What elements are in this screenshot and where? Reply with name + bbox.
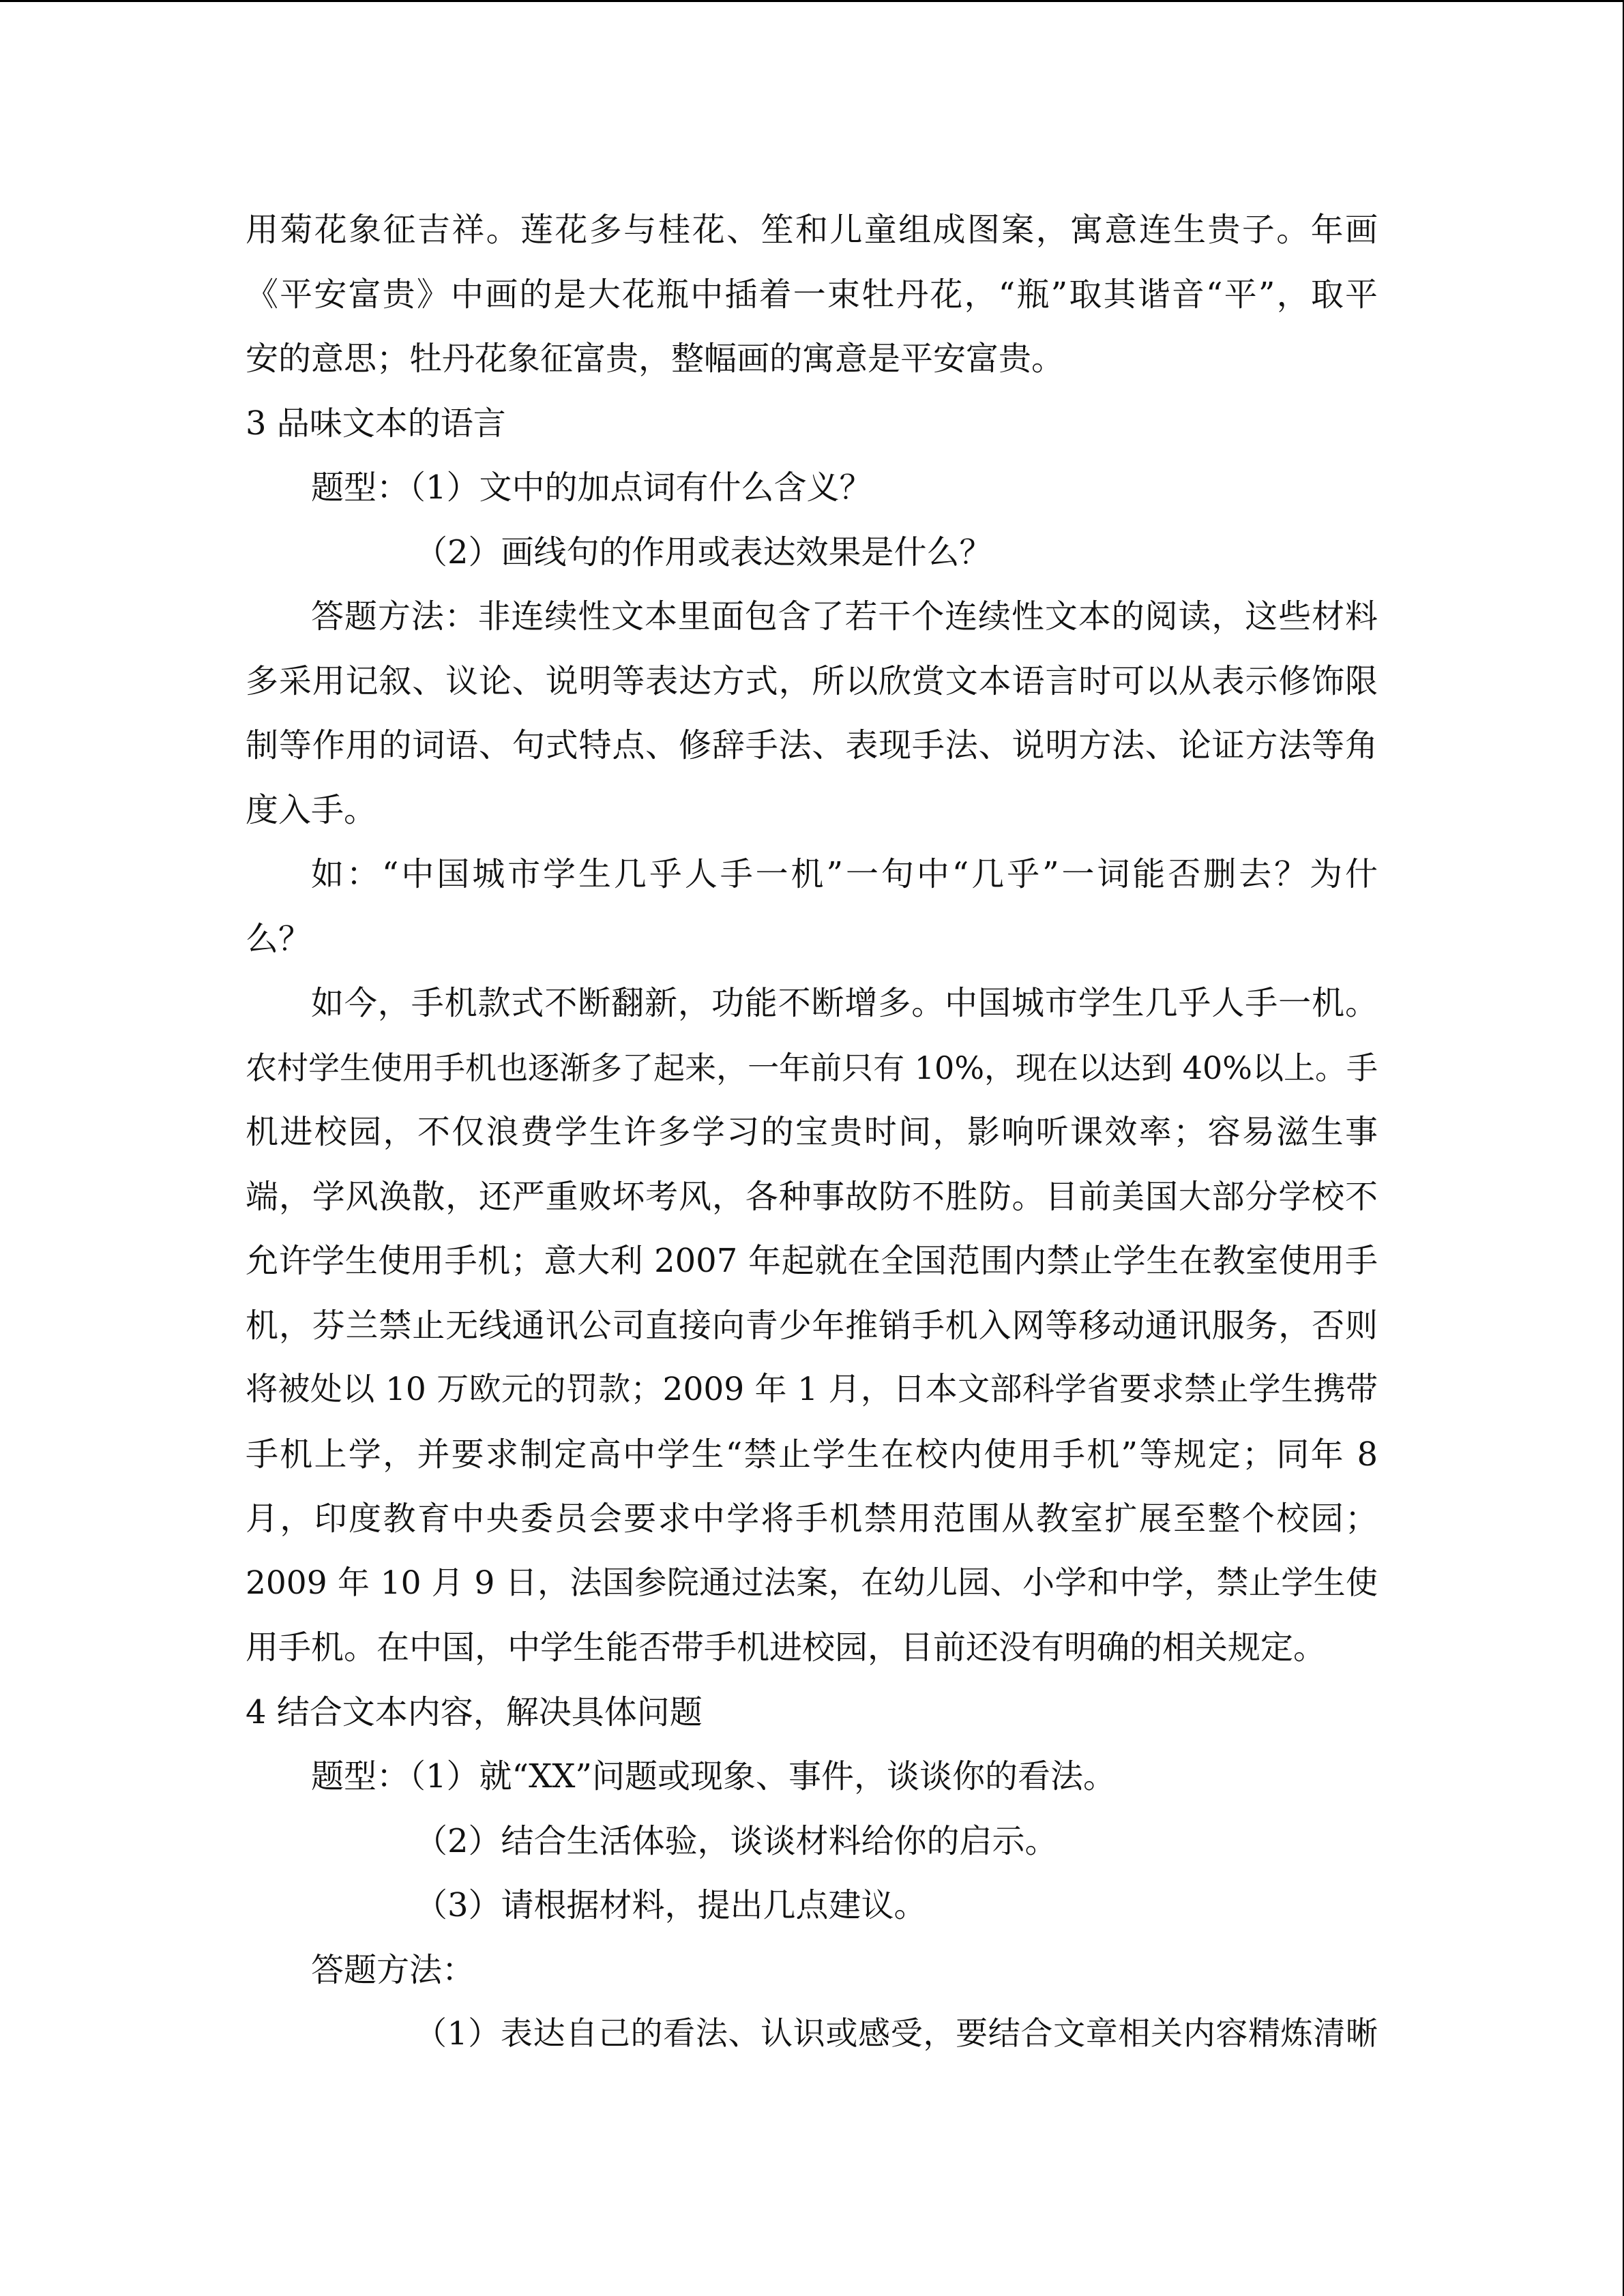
text-line-3: 安的意思；牡丹花象征富贵，整幅画的寓意是平安富贵。	[246, 340, 1065, 378]
passage-line: 机，芬兰禁止无线通讯公司直接向青少年推销手机入网等移动通讯服务，否则	[246, 1306, 1378, 1345]
passage-line: 月，印度教育中央委员会要求中学将手机禁用范围从教室扩展至整个校园；	[246, 1500, 1378, 1538]
example-question-line: 如：“中国城市学生几乎人手一机”一句中“几乎”一词能否删去？为什	[311, 855, 1378, 893]
method-heading: 答题方法：	[311, 1950, 475, 1989]
section-heading-4: 4 结合文本内容，解决具体问题	[246, 1693, 703, 1731]
method-line: 度入手。	[246, 790, 377, 829]
document-page	[246, 198, 1378, 2067]
question-type-line: 题型：（1）文中的加点词有什么含义？	[311, 468, 872, 507]
method-line: 制等作用的词语、句式特点、修辞手法、表现手法、说明方法、论证方法等角	[246, 726, 1378, 764]
passage-line: 手机上学，并要求制定高中学生“禁止学生在校内使用手机”等规定；同年 8	[246, 1435, 1378, 1474]
passage-line: 农村学生使用手机也逐渐多了起来，一年前只有 10%，现在以达到 40%以上。手	[246, 1049, 1378, 1086]
passage-line: 机进校园，不仅浪费学生许多学习的宝贵时间，影响听课效率；容易滋生事	[246, 1113, 1378, 1151]
passage-line: 如今，手机款式不断翻新，功能不断增多。中国城市学生几乎人手一机。	[311, 984, 1378, 1022]
passage-line: 将被处以 10 万欧元的罚款；2009 年 1 月，日本文部科学省要求禁止学生携带	[246, 1371, 1378, 1408]
text-line-1: 用菊花象征吉祥。莲花多与桂花、笙和儿童组成图案，寓意连生贵子。年画	[246, 211, 1378, 249]
passage-line: 用手机。在中国，中学生能否带手机进校园，目前还没有明确的相关规定。	[246, 1628, 1327, 1667]
method-line: 答题方法：非连续性文本里面包含了若干个连续性文本的阅读，这些材料	[311, 597, 1378, 636]
passage-line: 2009 年 10 月 9 日，法国参院通过法案，在幼儿园、小学和中学，禁止学生使	[246, 1564, 1378, 1602]
question-type-line: （2）画线句的作用或表达效果是什么？	[415, 533, 992, 571]
method-line: 多采用记叙、议论、说明等表达方式，所以欣赏文本语言时可以从表示修饰限	[246, 661, 1378, 700]
top-border-rule	[0, 0, 1624, 2]
question-type-line: （2）结合生活体验，谈谈材料给你的启示。	[415, 1821, 1058, 1860]
example-question-line: 么？	[246, 919, 312, 958]
section-heading-3: 3 品味文本的语言	[246, 404, 506, 443]
passage-line: 端，学风涣散，还严重败坏考风，各种事故防不胜防。目前美国大部分学校不	[246, 1177, 1378, 1216]
method-line: （1）表达自己的看法、认识或感受，要结合文章相关内容精炼清晰	[415, 2015, 1378, 2053]
question-type-line: （3）请根据材料，提出几点建议。	[415, 1886, 927, 1924]
passage-line: 允许学生使用手机；意大利 2007 年起就在全国范围内禁止学生在教室使用手	[246, 1242, 1378, 1280]
text-line-2: 《平安富贵》中画的是大花瓶中插着一束牡丹花，“瓶”取其谐音“平”，取平	[246, 275, 1378, 314]
question-type-line: 题型：（1）就“XX”问题或现象、事件，谈谈你的看法。	[311, 1757, 1116, 1795]
